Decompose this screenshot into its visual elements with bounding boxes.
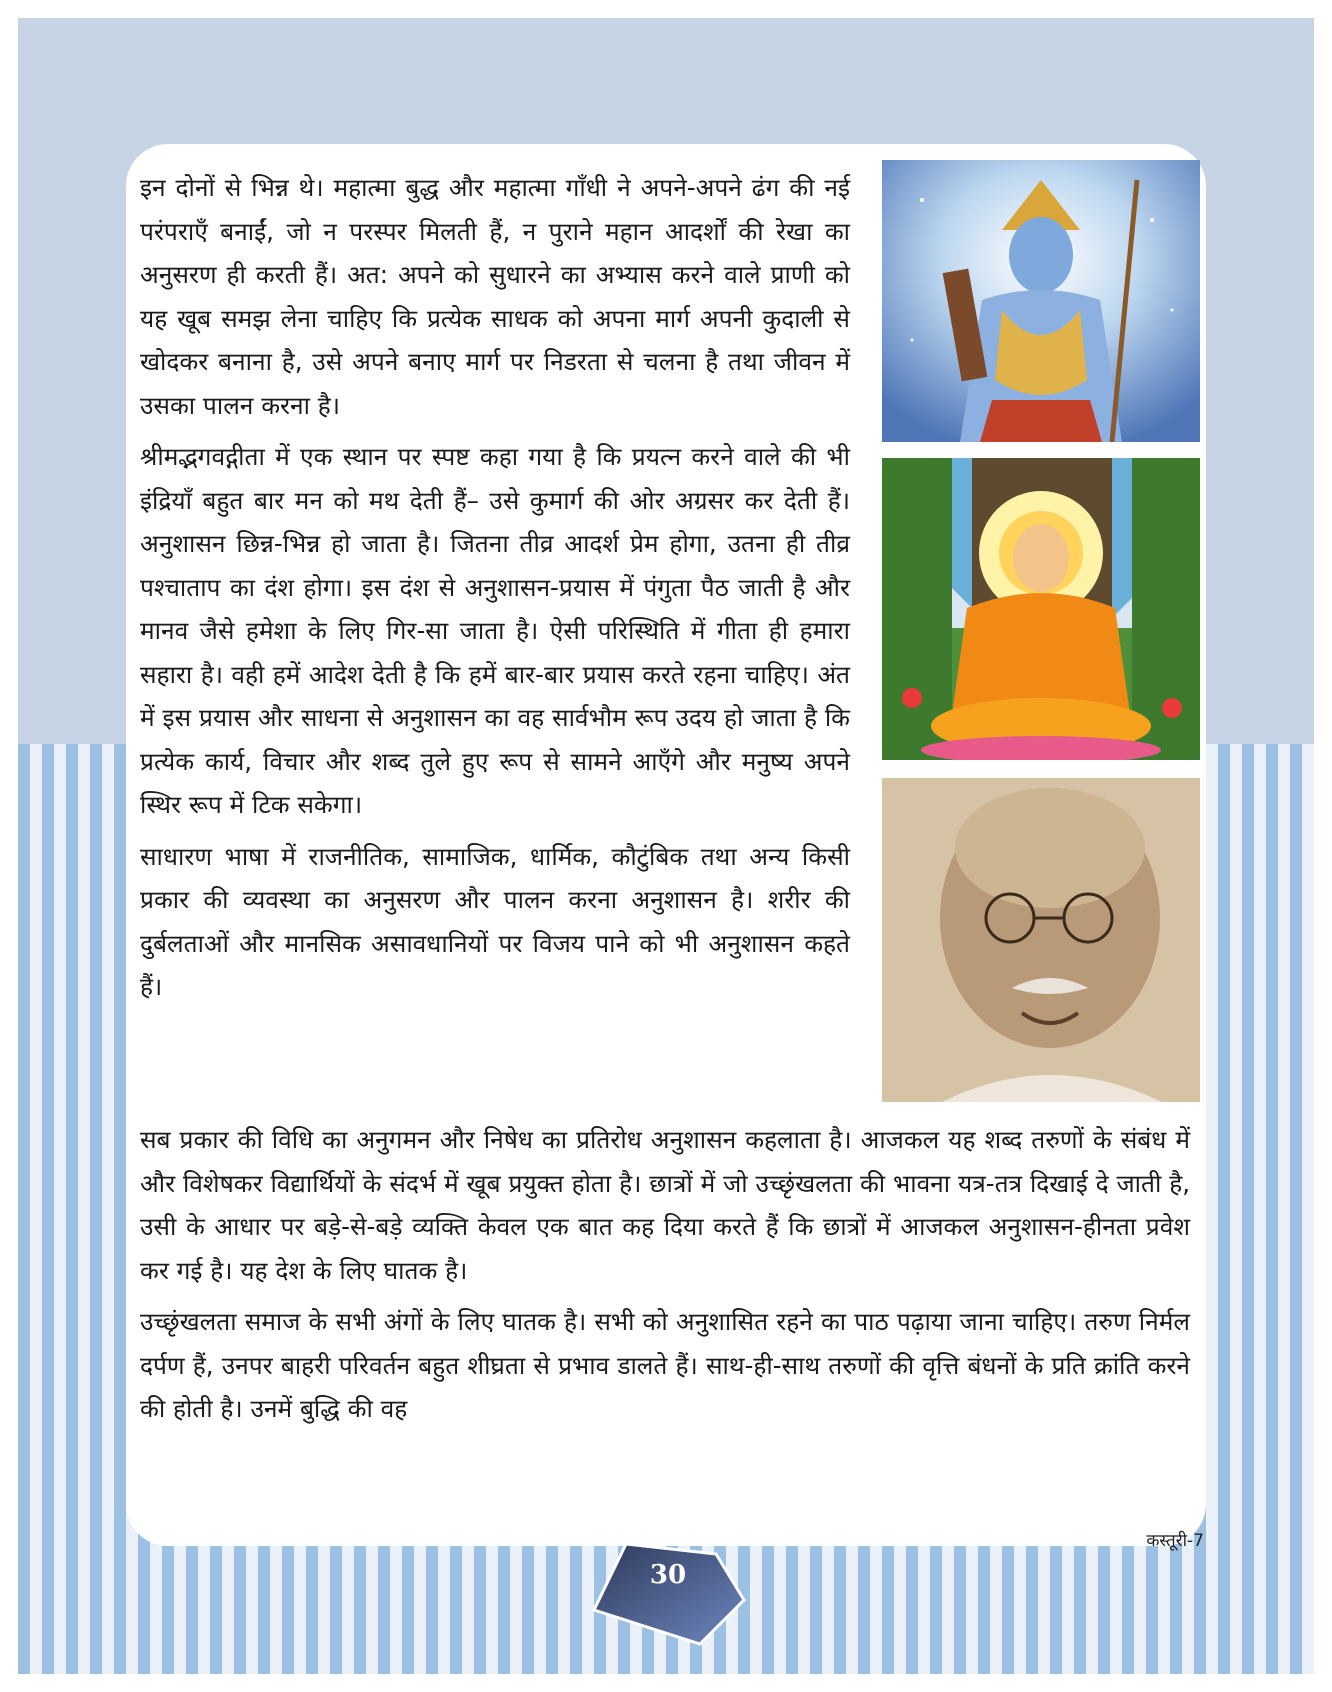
buddha-portrait-image xyxy=(882,458,1200,760)
rama-portrait-image xyxy=(882,160,1200,442)
paragraph-1: इन दोनों से भिन्न थे। महात्मा बुद्ध और महात्मा गाँधी ने अपने-अपने ढंग की नई परंपराएँ बनाईं, जो न परस्पर मिलती हैं, न पुराने महान आदर्शों की रेखा का अनुसरण ही करती हैं। अत: अपने को सुधारने का अभ्यास करने वाले प्राणी को यह खूब समझ लेना चाहिए कि प्रत्येक साधक को अपना मार्ग अपनी कुदाली से खोदकर बनाना है, उसे अपने बनाए मार्ग पर निडरता से चलना है तथा जीवन में उसका पालन करना है। xyxy=(140,173,850,420)
paragraph-5: उच्छृंखलता समाज के सभी अंगों के लिए घातक है। सभी को अनुशासित रहने का पाठ पढ़ाया जाना चाहिए। तरुण निर्मल दर्पण हैं, उनपर बाहरी परिवर्तन बहुत शीघ्रता से प्रभाव डालते हैं। साथ-ही-साथ तरुणों की वृत्ति बंधनों के प्रति क्रांति करने की होती है। उनमें बुद्धि की वह xyxy=(140,1307,1190,1423)
paragraph-4: सब प्रकार की विधि का अनुगमन और निषेध का प्रतिरोध अनुशासन कहलाता है। आजकल यह शब्द तरुणों के संबंध में और विशेषकर विद्यार्थियों के संदर्भ में खूब प्रयुक्त होता है। छात्रों में जो उच्छृंखलता की भावना यत्र-तत्र दिखाई दे जाती है, उसी के आधार पर बड़े-से-बड़े व्यक्ति केवल एक बात कह दिया करते हैं कि छात्रों में आजकल अनुशासन-हीनता प्रवेश कर गई है। यह देश के लिए घातक है। xyxy=(140,1125,1190,1285)
left-text-column xyxy=(140,166,850,1017)
content-card xyxy=(126,144,1206,1546)
page-number-badge xyxy=(588,1540,748,1648)
book-label: कस्तूरी-7 xyxy=(1146,1531,1204,1551)
paragraph-3: साधारण भाषा में राजनीतिक, सामाजिक, धार्मिक, कौटुंबिक तथा अन्य किसी प्रकार की व्यवस्था का अनुसरण और पालन करना अनुशासन है। शरीर की दुर्बलताओं और मानसिक असावधानियों पर विजय पाने को भी अनुशासन कहते हैं। xyxy=(140,841,850,1001)
gandhi-portrait-image xyxy=(882,778,1200,1102)
full-width-text xyxy=(140,1118,1190,1439)
paragraph-2: श्रीमद्भगवद्गीता में एक स्थान पर स्पष्ट कहा गया है कि प्रयत्न करने वाले की भी इंद्रियाँ बहुत बार मन को मथ देती हैं– उसे कुमार्ग की ओर अग्रसर कर देती हैं। अनुशासन छिन्न-भिन्न हो जाता है। जितना तीव्र आदर्श प्रेम होगा, उतना ही तीव्र पश्चाताप का दंश होगा। इस दंश से अनुशासन-प्रयास में पंगुता पैठ जाती है और मानव जैसे हमेशा के लिए गिर-सा जाता है। ऐसी परिस्थिति में गीता ही हमारा सहारा है। वही हमें आदेश देती है कि हमें बार-बार प्रयास करते रहना चाहिए। अंत में इस प्रयास और साधना से अनुशासन का वह सार्वभौम रूप उदय हो जाता है कि प्रत्येक कार्य, विचार और शब्द तुले हुए रूप से सामने आएँगे और मनुष्य अपने स्थिर रूप में टिक सकेगा। xyxy=(140,442,850,819)
page-number: 30 xyxy=(649,1560,687,1590)
